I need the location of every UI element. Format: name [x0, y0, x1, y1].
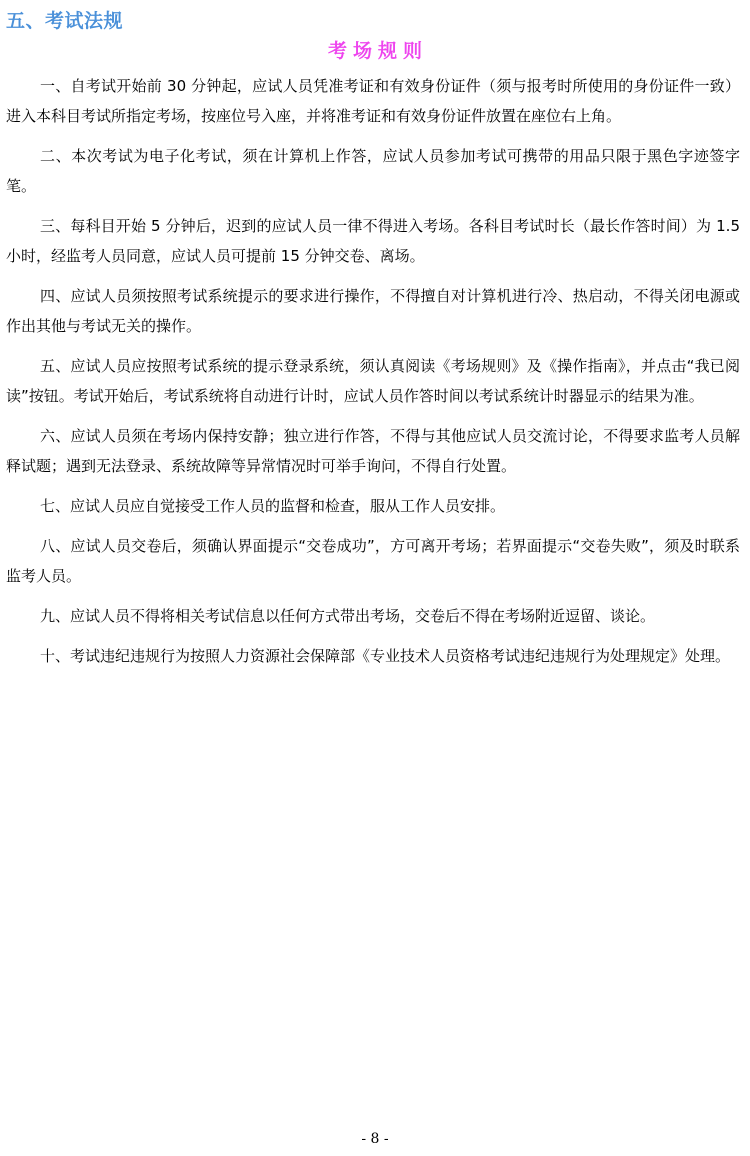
rules-title: 考场规则	[327, 40, 428, 62]
rule-5: 五、应试人员应按照考试系统的提示登录系统，须认真阅读《考场规则》及《操作指南》，并点击“我已阅读”按钮。考试开始后，考试系统将自动进行计时，应试人员作答时间以考试系统计时器显示的结果为准。	[6, 357, 740, 405]
rule-2: 二、本次考试为电子化考试，须在计算机上作答，应试人员参加考试可携带的用品只限于黑色字迹签字笔。	[6, 147, 740, 195]
rule-9: 九、应试人员不得将相关考试信息以任何方式带出考场，交卷后不得在考场附近逗留、谈论。	[40, 607, 656, 625]
section-title: 五、考试法规	[6, 10, 124, 32]
page-number: - 8 -	[361, 1131, 389, 1147]
rule-1: 一、自考试开始前 30 分钟起，应试人员凭准考证和有效身份证件（须与报考时所使用的身份证件一致）进入本科目考试所指定考场，按座位号入座，并将准考证和有效身份证件放置在座位右上角。	[6, 77, 740, 125]
rule-10: 十、考试违纪违规行为按照人力资源社会保障部《专业技术人员资格考试违纪违规行为处理规定》处理。	[40, 647, 731, 665]
rules-list	[6, 71, 740, 681]
rule-6: 六、应试人员须在考场内保持安静；独立进行作答，不得与其他应试人员交流讨论，不得要求监考人员解释试题；遇到无法登录、系统故障等异常情况时可举手询问，不得自行处置。	[6, 427, 740, 475]
rule-4: 四、应试人员须按照考试系统提示的要求进行操作，不得擅自对计算机进行冷、热启动，不得关闭电源或作出其他与考试无关的操作。	[6, 287, 740, 335]
rule-8: 八、应试人员交卷后，须确认界面提示“交卷成功”，方可离开考场；若界面提示“交卷失败”，须及时联系监考人员。	[6, 537, 740, 585]
rule-3: 三、每科目开始 5 分钟后，迟到的应试人员一律不得进入考场。各科目考试时长（最长作答时间）为 1.5 小时，经监考人员同意，应试人员可提前 15 分钟交卷、离场。	[6, 217, 740, 265]
rule-7: 七、应试人员应自觉接受工作人员的监督和检查，服从工作人员安排。	[40, 497, 506, 515]
